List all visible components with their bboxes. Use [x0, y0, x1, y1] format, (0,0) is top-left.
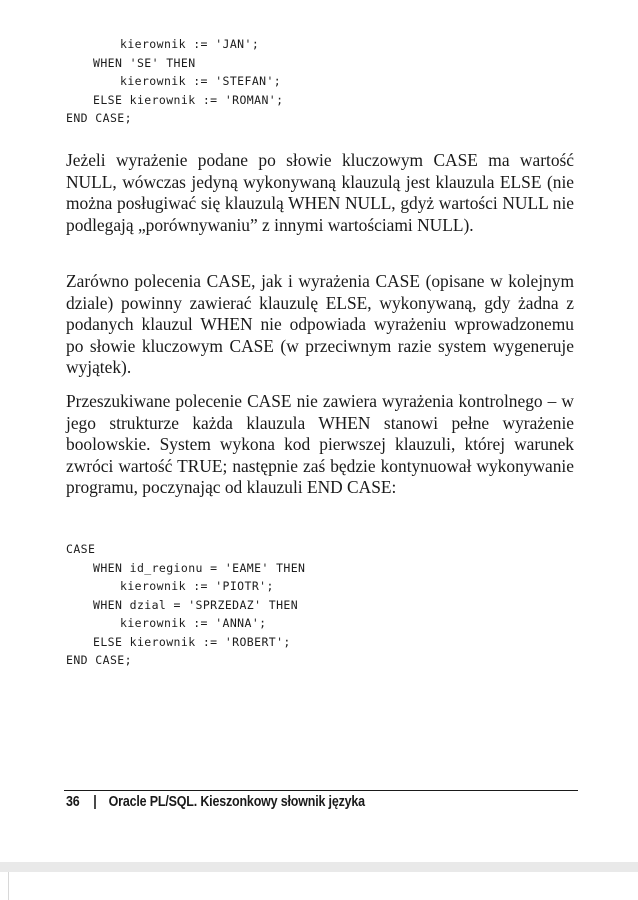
code-line: kierownik := 'ANNA';	[120, 616, 267, 630]
footer-divider	[64, 790, 578, 791]
page-number: 36	[66, 794, 80, 810]
book-title: Oracle PL/SQL. Kieszonkowy słownik języka	[108, 794, 365, 810]
code-line: END CASE;	[66, 653, 132, 667]
page-gap	[0, 862, 638, 872]
code-line: ELSE kierownik := 'ROMAN';	[93, 92, 284, 107]
paragraph-null-case: Jeżeli wyrażenie podane po słowie kluczowym CASE ma wartość NULL, wówczas jedyną wykonywaną klauzulą jest klauzula ELSE (nie można posługiwać się klauzulą WHEN NULL, gdyż wartości NULL nie podlegają „porównywaniu” z innymi wartościami NULL).	[66, 150, 574, 235]
paragraph-else-clause: Zarówno polecenia CASE, jak i wyrażenia CASE (opisane w kolejnym dziale) powinny zawierać klauzulę ELSE, wykonywaną, gdy żadna z podanych klauzul WHEN nie odpowiada wyrażeniu wprowadzonemu po słowie kluczowym CASE (w przeciwnym razie system wygeneruje wyjątek).	[66, 271, 574, 378]
code-listing-bottom	[66, 540, 305, 670]
code-line: CASE	[66, 542, 96, 556]
footer-separator: |	[93, 794, 97, 810]
code-line: WHEN 'SE' THEN	[93, 55, 196, 70]
code-line: WHEN dzial = 'SPRZEDAZ' THEN	[93, 597, 299, 612]
page-footer	[66, 794, 365, 810]
code-line: END CASE;	[66, 111, 132, 125]
page-border	[8, 872, 9, 900]
code-line: kierownik := 'PIOTR';	[120, 579, 274, 593]
code-listing-top	[66, 35, 283, 128]
paragraph-searched-case: Przeszukiwane polecenie CASE nie zawiera wyrażenia kontrolnego – w jego strukturze każda klauzula WHEN stanowi pełne wyrażenie boolowskie. System wykona kod pierwszej klauzuli, której warunek zwróci wartość TRUE; następnie zaś będzie kontynuował wykonywanie programu, poczynając od klauzuli END CASE:	[66, 391, 574, 498]
code-line: kierownik := 'JAN';	[120, 37, 260, 51]
code-line: WHEN id_regionu = 'EAME' THEN	[93, 560, 306, 575]
code-line: ELSE kierownik := 'ROBERT';	[93, 634, 291, 649]
code-line: kierownik := 'STEFAN';	[120, 74, 282, 88]
next-page-edge	[0, 872, 638, 900]
